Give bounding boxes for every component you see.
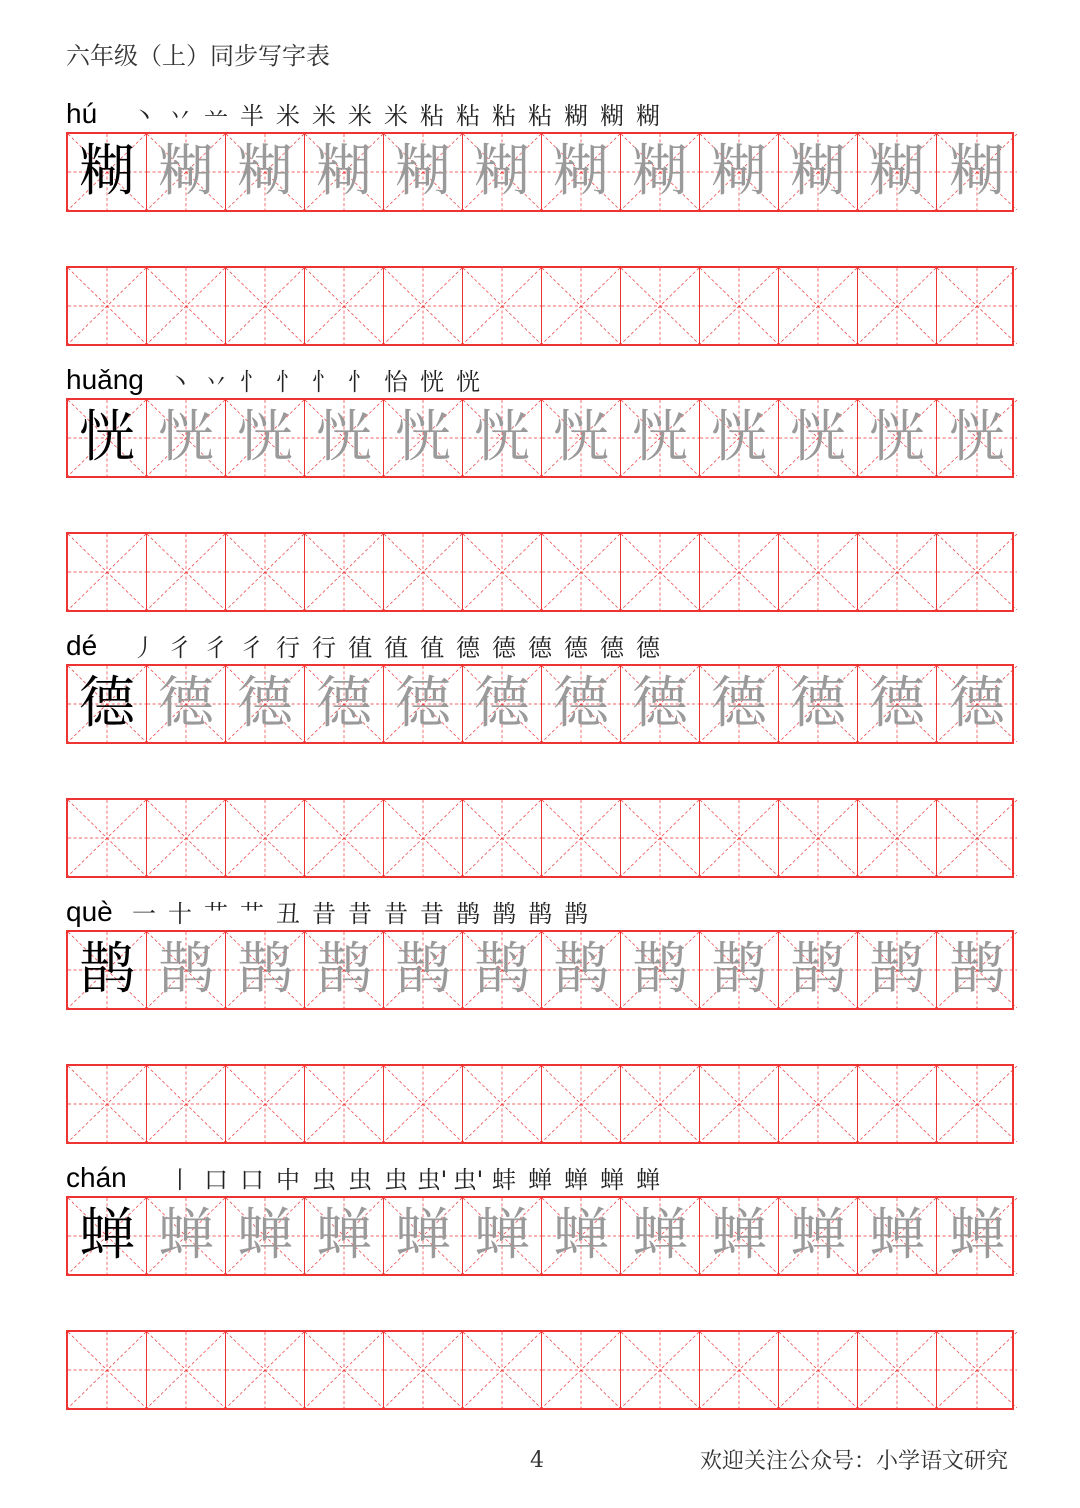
stroke-step: 丶 — [132, 102, 156, 130]
trace-character: 恍 — [711, 405, 767, 470]
trace-cell — [384, 932, 463, 1008]
trace-cell — [779, 932, 858, 1008]
trace-cell — [700, 666, 779, 742]
page-number: 4 — [530, 1448, 544, 1473]
pinyin: què — [66, 896, 113, 927]
trace-cell — [858, 134, 937, 210]
blank-cell[interactable] — [542, 534, 621, 610]
stroke-step: 行 — [312, 634, 336, 662]
stroke-step: 米 — [312, 102, 336, 130]
trace-cell — [226, 134, 305, 210]
trace-character: 鹊 — [316, 937, 372, 1002]
trace-cell — [937, 134, 1017, 210]
trace-character: 糊 — [632, 139, 688, 204]
blank-cell[interactable] — [68, 1332, 147, 1408]
blank-cell[interactable] — [621, 800, 700, 876]
trace-cell — [463, 134, 542, 210]
stroke-step: 忄 — [312, 368, 336, 396]
stroke-step: 恍 — [420, 368, 444, 396]
pinyin-stroke-line — [66, 352, 486, 396]
pinyin: chán — [66, 1162, 127, 1193]
trace-cell — [700, 1198, 779, 1274]
trace-character: 鹊 — [395, 937, 451, 1002]
blank-cell[interactable] — [384, 534, 463, 610]
stroke-step: 徝 — [348, 634, 372, 662]
trace-cell — [858, 1198, 937, 1274]
trace-character: 德 — [711, 671, 767, 736]
trace-character: 糊 — [316, 139, 372, 204]
trace-character: 糊 — [395, 139, 451, 204]
trace-cell — [384, 666, 463, 742]
practice-row-blank — [66, 798, 1014, 878]
trace-cell — [542, 1198, 621, 1274]
trace-cell — [384, 400, 463, 476]
model-character: 鹊 — [79, 937, 135, 1002]
blank-cell[interactable] — [621, 268, 700, 344]
stroke-step: 昔 — [312, 900, 336, 928]
trace-character: 德 — [869, 671, 925, 736]
trace-character: 鹊 — [474, 937, 530, 1002]
stroke-step: 昔 — [420, 900, 444, 928]
trace-character: 蝉 — [632, 1203, 688, 1268]
trace-character: 糊 — [949, 139, 1005, 204]
stroke-step: 蝉 — [528, 1166, 552, 1194]
trace-character: 德 — [316, 671, 372, 736]
trace-cell — [700, 932, 779, 1008]
stroke-step: 糊 — [636, 102, 660, 130]
trace-cell — [305, 1198, 384, 1274]
blank-cell[interactable] — [68, 268, 147, 344]
stroke-step: 恍 — [456, 368, 480, 396]
trace-cell — [226, 400, 305, 476]
stroke-order — [126, 634, 666, 662]
trace-character: 蝉 — [711, 1203, 767, 1268]
practice-row-blank — [66, 1064, 1014, 1144]
stroke-step: 忄 — [240, 368, 264, 396]
trace-cell — [147, 134, 226, 210]
practice-row-blank — [66, 1330, 1014, 1410]
stroke-step: 粘 — [492, 102, 516, 130]
trace-character: 恍 — [632, 405, 688, 470]
blank-cell[interactable] — [147, 268, 226, 344]
stroke-step: 行 — [276, 634, 300, 662]
practice-row-trace — [66, 132, 1014, 212]
stroke-step: 鹊 — [456, 900, 480, 928]
trace-character: 糊 — [474, 139, 530, 204]
model-character: 蝉 — [79, 1203, 135, 1268]
practice-row-trace — [66, 930, 1014, 1010]
trace-character: 糊 — [869, 139, 925, 204]
blank-cell[interactable] — [858, 534, 937, 610]
stroke-step: 艹 — [204, 900, 228, 928]
blank-cell[interactable] — [463, 268, 542, 344]
blank-cell[interactable] — [226, 1066, 305, 1142]
trace-character: 恍 — [237, 405, 293, 470]
trace-cell — [700, 400, 779, 476]
trace-cell — [779, 666, 858, 742]
stroke-step: 德 — [600, 634, 624, 662]
model-cell — [68, 932, 147, 1008]
blank-cell[interactable] — [226, 534, 305, 610]
trace-cell — [621, 400, 700, 476]
trace-character: 恍 — [316, 405, 372, 470]
trace-cell — [858, 666, 937, 742]
blank-cell[interactable] — [68, 1066, 147, 1142]
trace-cell — [463, 666, 542, 742]
stroke-order — [126, 102, 666, 130]
stroke-step: 一 — [132, 900, 156, 928]
trace-cell — [305, 666, 384, 742]
trace-character: 糊 — [553, 139, 609, 204]
blank-cell[interactable] — [384, 800, 463, 876]
blank-cell[interactable] — [384, 268, 463, 344]
trace-cell — [384, 134, 463, 210]
blank-cell[interactable] — [463, 800, 542, 876]
trace-character: 德 — [395, 671, 451, 736]
trace-cell — [542, 134, 621, 210]
trace-cell — [937, 666, 1017, 742]
trace-character: 鹊 — [237, 937, 293, 1002]
stroke-step: 丷 — [204, 368, 228, 396]
blank-cell[interactable] — [621, 1066, 700, 1142]
model-cell — [68, 134, 147, 210]
blank-cell[interactable] — [226, 1332, 305, 1408]
trace-cell — [542, 666, 621, 742]
stroke-step: 米 — [384, 102, 408, 130]
blank-cell[interactable] — [305, 1332, 384, 1408]
stroke-step: 彳 — [240, 634, 264, 662]
blank-cell[interactable] — [858, 800, 937, 876]
blank-cell[interactable] — [305, 800, 384, 876]
trace-cell — [147, 1198, 226, 1274]
stroke-step: 米 — [348, 102, 372, 130]
blank-cell[interactable] — [384, 1066, 463, 1142]
blank-cell[interactable] — [463, 1332, 542, 1408]
stroke-step: 德 — [492, 634, 516, 662]
blank-cell[interactable] — [68, 800, 147, 876]
trace-character: 鹊 — [790, 937, 846, 1002]
character-block — [66, 1150, 1014, 1480]
pinyin: huǎng — [66, 364, 144, 395]
stroke-step: 虫 — [312, 1166, 336, 1194]
stroke-step: 丑 — [276, 900, 300, 928]
trace-cell — [937, 1198, 1017, 1274]
trace-character: 糊 — [711, 139, 767, 204]
stroke-step: 彳 — [168, 634, 192, 662]
trace-cell — [463, 1198, 542, 1274]
blank-cell[interactable] — [700, 800, 779, 876]
trace-cell — [305, 134, 384, 210]
pinyin-stroke-line — [66, 1150, 666, 1194]
blank-cell[interactable] — [463, 534, 542, 610]
trace-character: 糊 — [158, 139, 214, 204]
stroke-step: 德 — [456, 634, 480, 662]
stroke-step: 虫' — [452, 1166, 484, 1194]
stroke-step: 米 — [276, 102, 300, 130]
pinyin: hú — [66, 98, 98, 129]
trace-cell — [147, 400, 226, 476]
blank-cell[interactable] — [700, 268, 779, 344]
trace-cell — [226, 666, 305, 742]
blank-cell[interactable] — [542, 1332, 621, 1408]
trace-cell — [937, 400, 1017, 476]
stroke-step: 丶 — [168, 368, 192, 396]
trace-cell — [621, 666, 700, 742]
trace-character: 鹊 — [553, 937, 609, 1002]
trace-cell — [937, 932, 1017, 1008]
blank-cell[interactable] — [621, 1332, 700, 1408]
trace-character: 蝉 — [395, 1203, 451, 1268]
trace-character: 德 — [474, 671, 530, 736]
stroke-step: 德 — [564, 634, 588, 662]
trace-character: 德 — [553, 671, 609, 736]
practice-row-trace — [66, 398, 1014, 478]
blank-cell[interactable] — [858, 1332, 937, 1408]
trace-cell — [858, 932, 937, 1008]
stroke-step: 半 — [240, 102, 264, 130]
trace-character: 恍 — [474, 405, 530, 470]
trace-character: 蝉 — [316, 1203, 372, 1268]
page-title: 六年级（上）同步写字表 — [66, 42, 330, 70]
trace-cell — [542, 400, 621, 476]
trace-cell — [463, 400, 542, 476]
stroke-step: 忄 — [348, 368, 372, 396]
trace-cell — [226, 932, 305, 1008]
stroke-step: 十 — [168, 900, 192, 928]
blank-cell[interactable] — [68, 534, 147, 610]
stroke-step: 粘 — [528, 102, 552, 130]
trace-cell — [542, 932, 621, 1008]
trace-character: 恍 — [553, 405, 609, 470]
blank-cell[interactable] — [147, 1066, 226, 1142]
blank-cell[interactable] — [542, 1066, 621, 1142]
practice-row-trace — [66, 664, 1014, 744]
stroke-order — [126, 900, 594, 928]
trace-character: 鹊 — [158, 937, 214, 1002]
trace-character: 德 — [632, 671, 688, 736]
trace-character: 鹊 — [869, 937, 925, 1002]
trace-cell — [779, 400, 858, 476]
trace-character: 恍 — [869, 405, 925, 470]
trace-character: 恍 — [790, 405, 846, 470]
blank-cell[interactable] — [937, 1066, 1017, 1142]
blank-cell[interactable] — [937, 268, 1017, 344]
practice-row-blank — [66, 266, 1014, 346]
blank-cell[interactable] — [937, 1332, 1017, 1408]
trace-cell — [147, 932, 226, 1008]
blank-cell[interactable] — [305, 1066, 384, 1142]
stroke-step: 彳 — [204, 634, 228, 662]
stroke-step: 蝉 — [600, 1166, 624, 1194]
trace-character: 糊 — [790, 139, 846, 204]
stroke-step: 鹊 — [528, 900, 552, 928]
stroke-step: 丿 — [132, 634, 156, 662]
trace-cell — [305, 932, 384, 1008]
stroke-step: 口 — [204, 1166, 228, 1194]
stroke-step: 德 — [528, 634, 552, 662]
blank-cell[interactable] — [147, 1332, 226, 1408]
practice-row-trace — [66, 1196, 1014, 1276]
blank-cell[interactable] — [384, 1332, 463, 1408]
trace-character: 德 — [237, 671, 293, 736]
trace-cell — [226, 1198, 305, 1274]
stroke-step: 䒑 — [204, 102, 228, 130]
trace-cell — [700, 134, 779, 210]
pinyin-stroke-line — [66, 86, 666, 130]
trace-cell — [858, 400, 937, 476]
pinyin-stroke-line — [66, 618, 666, 662]
trace-character: 蝉 — [158, 1203, 214, 1268]
model-cell — [68, 666, 147, 742]
trace-character: 蝉 — [790, 1203, 846, 1268]
stroke-step: 怡 — [384, 368, 408, 396]
stroke-step: 蝉 — [564, 1166, 588, 1194]
trace-character: 鹊 — [632, 937, 688, 1002]
stroke-step: 鹊 — [564, 900, 588, 928]
stroke-step: 忄 — [276, 368, 300, 396]
blank-cell[interactable] — [779, 800, 858, 876]
stroke-step: 丷 — [168, 102, 192, 130]
trace-character: 糊 — [237, 139, 293, 204]
trace-character: 蝉 — [474, 1203, 530, 1268]
stroke-step: 徝 — [384, 634, 408, 662]
stroke-step: 糊 — [600, 102, 624, 130]
blank-cell[interactable] — [621, 534, 700, 610]
trace-character: 德 — [790, 671, 846, 736]
stroke-step: 徝 — [420, 634, 444, 662]
blank-cell[interactable] — [305, 534, 384, 610]
stroke-step: 虫 — [348, 1166, 372, 1194]
trace-cell — [305, 400, 384, 476]
trace-character: 蝉 — [869, 1203, 925, 1268]
trace-character: 蝉 — [553, 1203, 609, 1268]
model-cell — [68, 1198, 147, 1274]
blank-cell[interactable] — [147, 800, 226, 876]
blank-cell[interactable] — [937, 534, 1017, 610]
stroke-step: 中 — [276, 1166, 300, 1194]
trace-character: 恍 — [949, 405, 1005, 470]
pinyin-stroke-line — [66, 884, 594, 928]
pinyin: dé — [66, 630, 98, 661]
stroke-step: 虫' — [416, 1166, 448, 1194]
blank-cell[interactable] — [700, 534, 779, 610]
stroke-step: 昔 — [348, 900, 372, 928]
trace-character: 德 — [158, 671, 214, 736]
blank-cell[interactable] — [779, 534, 858, 610]
trace-character: 德 — [949, 671, 1005, 736]
blank-cell[interactable] — [542, 800, 621, 876]
trace-cell — [779, 134, 858, 210]
blank-cell[interactable] — [700, 1066, 779, 1142]
trace-cell — [621, 1198, 700, 1274]
blank-cell[interactable] — [700, 1332, 779, 1408]
blank-cell[interactable] — [305, 268, 384, 344]
trace-cell — [779, 1198, 858, 1274]
trace-cell — [147, 666, 226, 742]
trace-character: 恍 — [395, 405, 451, 470]
blank-cell[interactable] — [542, 268, 621, 344]
stroke-step: 糊 — [564, 102, 588, 130]
stroke-step: 粘 — [420, 102, 444, 130]
blank-cell[interactable] — [779, 1066, 858, 1142]
stroke-step: 昔 — [384, 900, 408, 928]
model-character: 德 — [79, 671, 135, 736]
model-character: 糊 — [79, 139, 135, 204]
stroke-step: 艹 — [240, 900, 264, 928]
stroke-step: 丨 — [168, 1166, 192, 1194]
stroke-step: 德 — [636, 634, 660, 662]
blank-cell[interactable] — [226, 268, 305, 344]
stroke-step: 蝉 — [636, 1166, 660, 1194]
stroke-order — [162, 1166, 666, 1194]
trace-cell — [463, 932, 542, 1008]
trace-cell — [621, 932, 700, 1008]
footer-note: 欢迎关注公众号：小学语文研究 — [699, 1449, 1008, 1474]
stroke-step: 鹊 — [492, 900, 516, 928]
blank-cell[interactable] — [937, 800, 1017, 876]
model-cell — [68, 400, 147, 476]
practice-row-blank — [66, 532, 1014, 612]
blank-cell[interactable] — [463, 1066, 542, 1142]
stroke-step: 粘 — [456, 102, 480, 130]
stroke-step: 虫 — [384, 1166, 408, 1194]
trace-cell — [621, 134, 700, 210]
blank-cell[interactable] — [858, 1066, 937, 1142]
stroke-step: 蚌 — [492, 1166, 516, 1194]
blank-cell[interactable] — [226, 800, 305, 876]
stroke-order — [162, 368, 486, 396]
blank-cell[interactable] — [779, 268, 858, 344]
model-character: 恍 — [79, 405, 135, 470]
stroke-step: 口 — [240, 1166, 264, 1194]
trace-character: 蝉 — [949, 1203, 1005, 1268]
trace-character: 鹊 — [711, 937, 767, 1002]
blank-cell[interactable] — [779, 1332, 858, 1408]
trace-character: 鹊 — [949, 937, 1005, 1002]
blank-cell[interactable] — [147, 534, 226, 610]
trace-cell — [384, 1198, 463, 1274]
trace-character: 蝉 — [237, 1203, 293, 1268]
blank-cell[interactable] — [858, 268, 937, 344]
trace-character: 恍 — [158, 405, 214, 470]
